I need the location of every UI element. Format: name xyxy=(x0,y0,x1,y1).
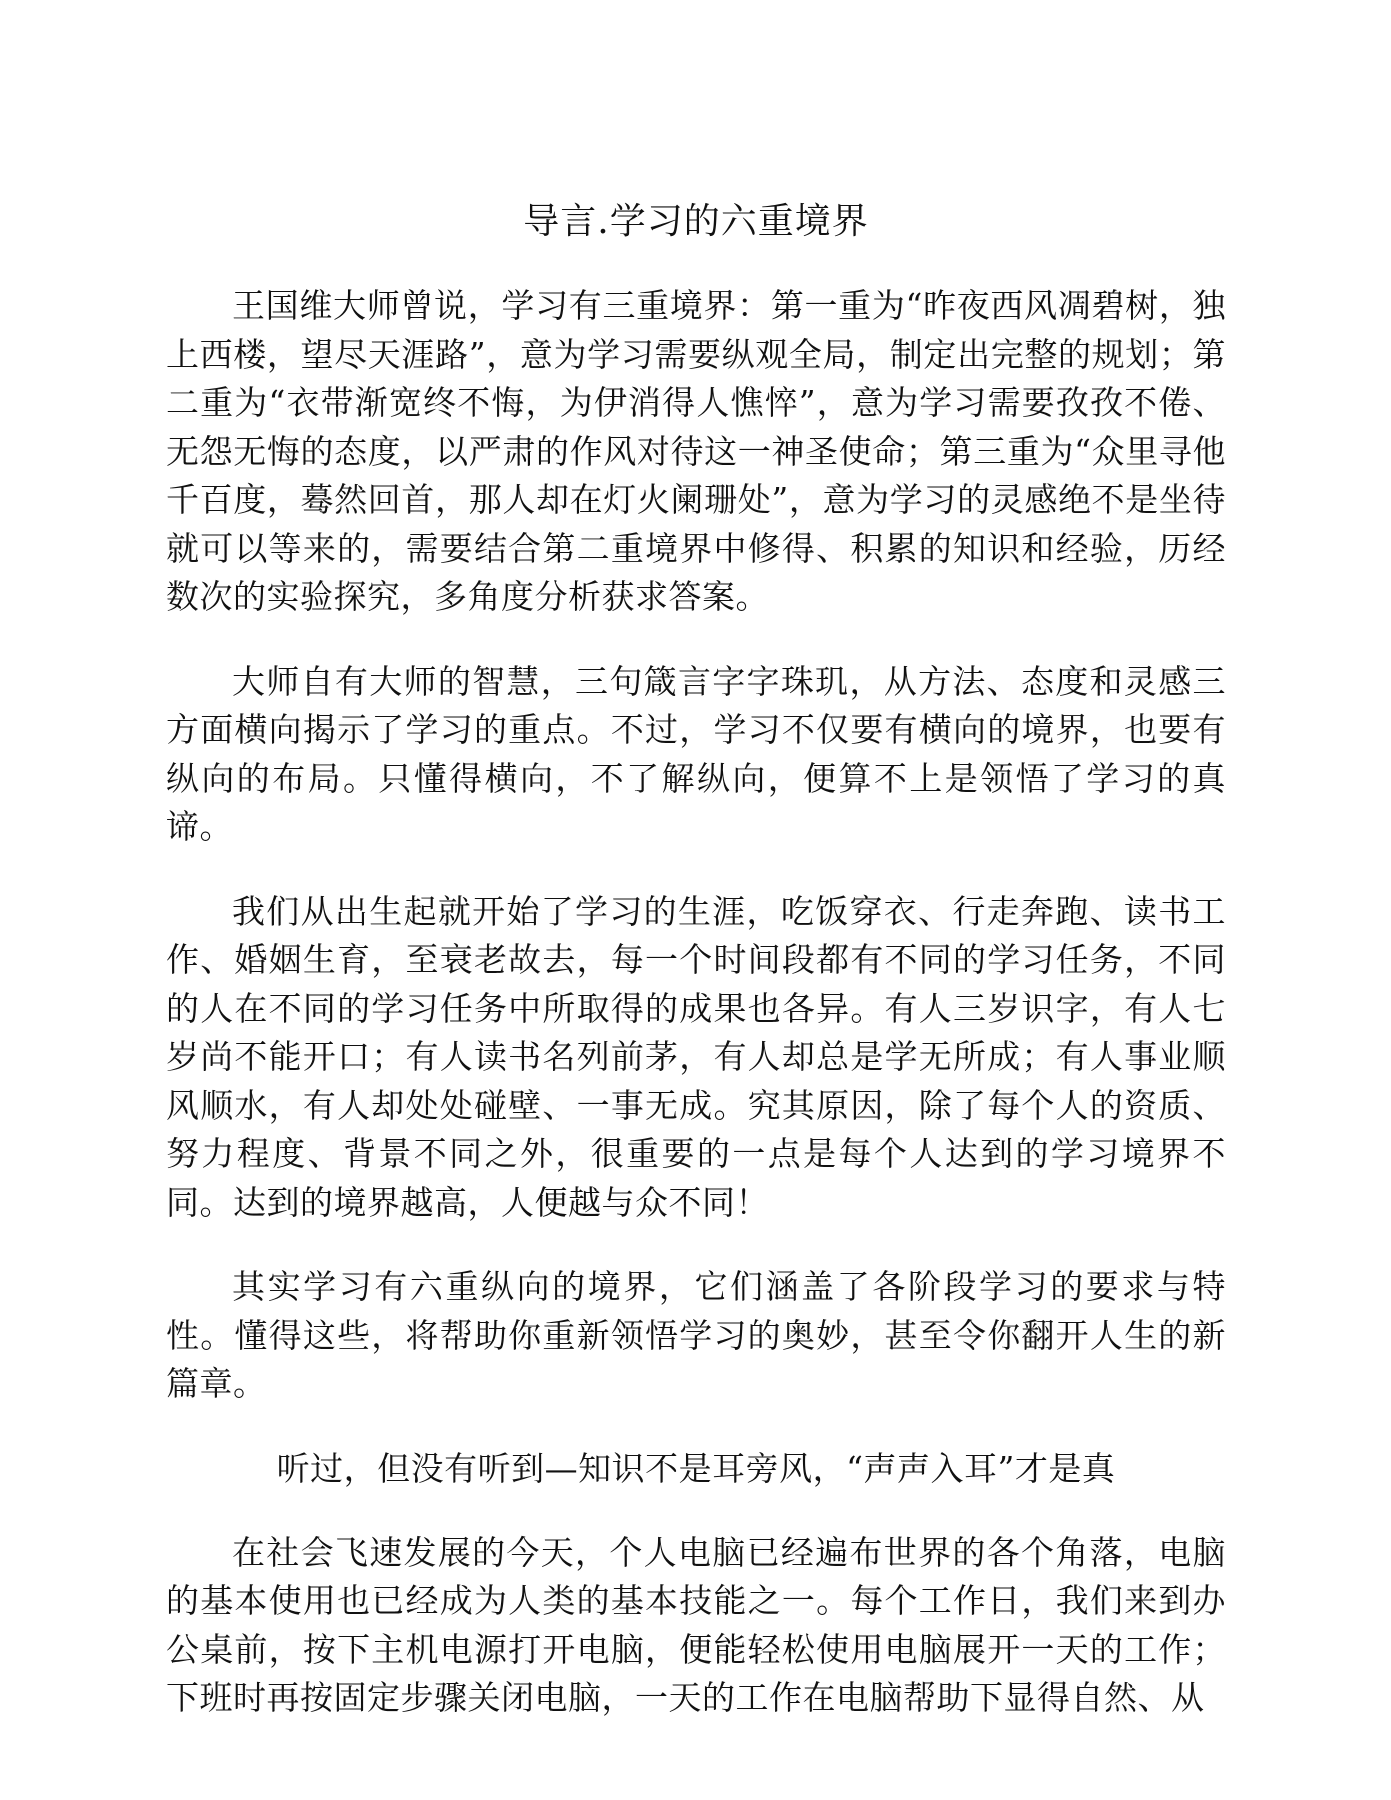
page-title: 导言.学习的六重境界 xyxy=(523,201,869,242)
paragraph-1: 王国维大师曾说，学习有三重境界：第一重为“昨夜西风凋碧树，独上西楼，望尽天涯路”，意为学习需要纵观全局，制定出完整的规划；第二重为“衣带渐宽终不悔，为伊消得人憔悴”，意为学习需要孜孜不倦、无怨无悔的态度，以严肃的作风对待这一神圣使命；第三重为“众里寻他千百度，蓦然回首，那人却在灯火阑珊处”，意为学习的灵感绝不是坐待就可以等来的，需要结合第二重境界中修得、积累的知识和经验，历经数次的实验探究，多角度分析获求答案。 xyxy=(166,286,1226,616)
section-paragraph-1: 在社会飞速发展的今天，个人电脑已经遍布世界的各个角落，电脑的基本使用也已经成为人类的基本技能之一。每个工作日，我们来到办公桌前，按下主机电源打开电脑，便能轻松使用电脑展开一天的工作；下班时再按固定步骤关闭电脑，一天的工作在电脑帮助下显得自然、从 xyxy=(166,1532,1226,1717)
paragraph-2: 大师自有大师的智慧，三句箴言字字珠玑，从方法、态度和灵感三方面横向揭示了学习的重点。不过，学习不仅要有横向的境界，也要有纵向的布局。只懂得横向，不了解纵向，便算不上是领悟了学习的真谛。 xyxy=(166,661,1226,846)
document-page xyxy=(166,198,1226,1759)
paragraph-4: 其实学习有六重纵向的境界，它们涵盖了各阶段学习的要求与特性。懂得这些，将帮助你重新领悟学习的奥妙，甚至令你翻开人生的新篇章。 xyxy=(166,1267,1226,1403)
section-heading: 听过，但没有听到—知识不是耳旁风，“声声入耳”才是真 xyxy=(276,1448,1116,1488)
paragraph-3: 我们从出生起就开始了学习的生涯，吃饭穿衣、行走奔跑、读书工作、婚姻生育，至衰老故去，每一个时间段都有不同的学习任务，不同的人在不同的学习任务中所取得的成果也各异。有人三岁识字，有人七岁尚不能开口；有人读书名列前茅，有人却总是学无所成；有人事业顺风顺水，有人却处处碰壁、一事无成。究其原因，除了每个人的资质、努力程度、背景不同之外，很重要的一点是每个人达到的学习境界不同。达到的境界越高，人便越与众不同！ xyxy=(166,891,1226,1222)
